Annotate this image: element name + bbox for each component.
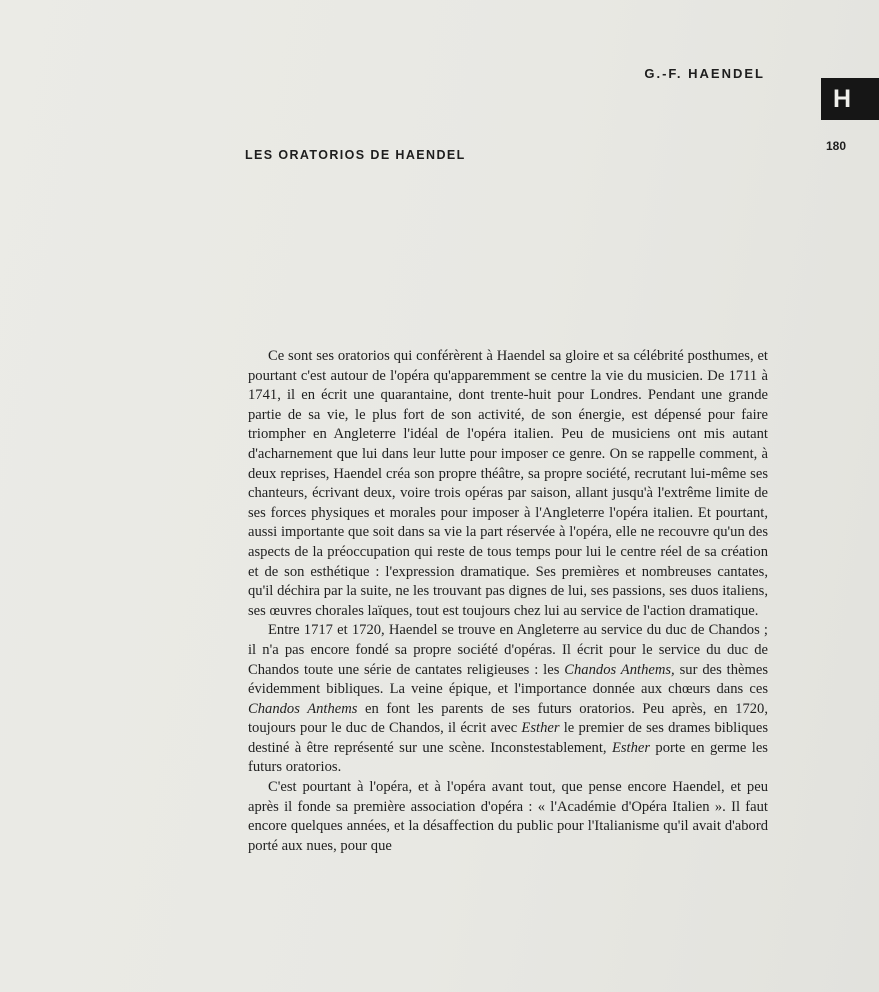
body-text: [248, 347, 768, 856]
page-number: 180: [826, 139, 847, 153]
text-run: Ce sont ses oratorios qui conférèrent à Haendel sa gloire et sa célébrité posthumes, et pourtant c'est autour de l'opéra qu'apparemment se centre la vie du musicien. De 1711 à 1741, il en écrit une quarantaine, dont trente-huit pour Londres. Pendant une grande partie de sa vie, le plus fort de son activité, de son énergie, est dépensé pour faire triompher en Angleterre l'idéal de l'opéra italien. Peu de musiciens ont mis autant d'acharnement que lui dans leur lutte pour imposer ce genre. On se rappelle comment, à deux reprises, Haendel créa son propre théâtre, sa propre société, recrutant lui-même ses chanteurs, écrivant deux, voire trois opéras par saison, allant jusqu'à l'extrême limite de ses forces physiques et morales pour imposer à l'Angleterre l'opéra italien. Et pourtant, aussi importante que soit dans sa vie la part réservée à l'opéra, elle ne recouvre qu'un des aspects de la préoccupation qui reste de tous temps pour lui le centre réel de sa création et de son esthétique : l'expression dramatique. Ses premières et nombreuses cantates, qu'il déchira par la suite, ne les trouvant pas dignes de lui, ses passions, ses duos italiens, ses œuvres chorales laïques, tout est toujours chez lui au service de l'action dramatique.: [248, 348, 768, 619]
italic-title: Chandos Anthems: [248, 700, 358, 717]
text-run: Entre 1717 et 1720, Haendel se trouve en Angleterre au service du duc de Chandos ; il n'a pas encore fondé sa propre société d'opéras. Il écrit pour le service du duc de Chandos toute une série de cantates religieuses : les: [248, 622, 768, 678]
italic-title: Esther: [611, 739, 651, 756]
text-run: en font les parents de ses futurs oratorios. Peu après, en 1720, toujours pour le duc de Chandos, il écrit avec: [248, 700, 768, 737]
running-head: G.-F. HAENDEL: [644, 66, 765, 81]
text-run: C'est pourtant à l'opéra, et à l'opéra avant tout, que pense encore Haendel, et peu après il fonde sa première association d'opéra : « l'Académie d'Opéra Italien ». Il faut encore quelques années, et la désaffection du public pour l'Italianisme qu'il avait d'abord porté aux nues, pour que: [248, 779, 768, 854]
text-run: sur des thèmes évidemment bibliques. La veine épique, et l'importance donnée aux chœurs dans ces: [248, 661, 768, 698]
italic-title: Esther: [521, 720, 560, 737]
italic-title: Chandos Anthems,: [564, 661, 675, 678]
text-run: porte en germe les futurs oratorios.: [248, 739, 768, 776]
chapter-title: LES ORATORIOS DE HAENDEL: [245, 148, 466, 162]
paragraph: [248, 778, 768, 856]
paragraph: [248, 347, 768, 621]
text-run: le premier de ses drames bibliques destiné à être représenté sur une scène. Inconstestablement,: [248, 720, 769, 756]
paragraph: [248, 621, 768, 778]
section-letter-tab: H: [821, 78, 879, 120]
